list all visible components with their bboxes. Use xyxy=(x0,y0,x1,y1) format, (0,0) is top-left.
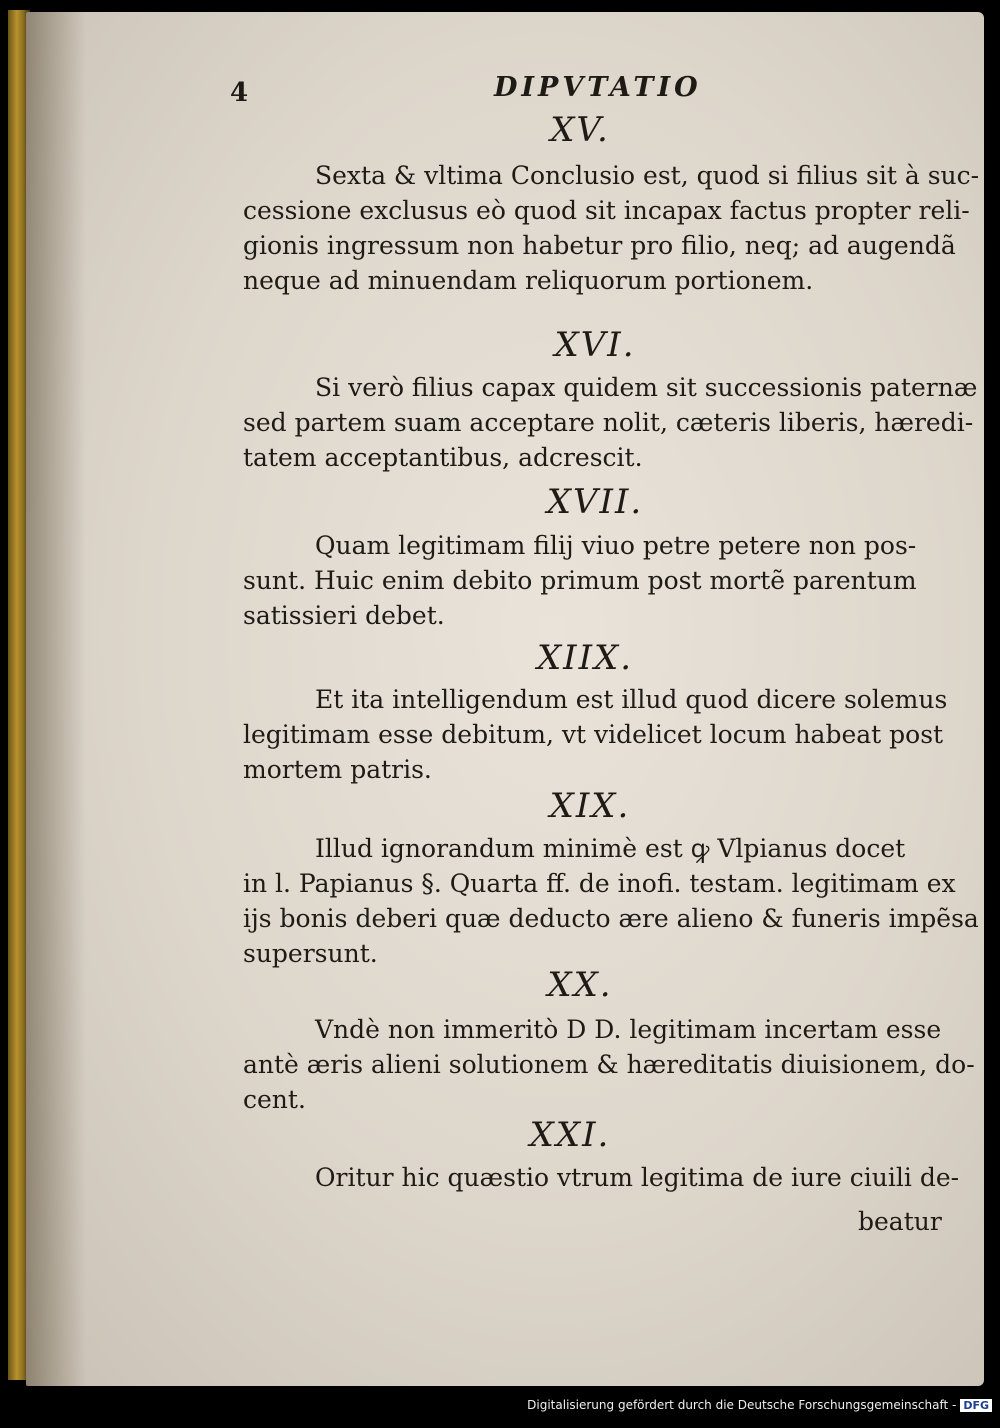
section-paragraph xyxy=(243,1160,960,1195)
section-heading: XVI. xyxy=(554,325,636,365)
digitization-credit xyxy=(0,1398,992,1412)
text-line: antè æris alieni solutionem & hæreditatis diuisionem, do- xyxy=(243,1050,975,1079)
text-line: supersunt. xyxy=(243,939,378,968)
text-line: gionis ingressum non habetur pro filio, neq; ad augendã xyxy=(243,231,956,260)
section-paragraph xyxy=(243,528,943,633)
credit-text: Digitalisierung gefördert durch die Deutsche Forschungsgemeinschaft - xyxy=(527,1398,957,1412)
section-paragraph xyxy=(243,831,979,971)
text-line: cessione exclusus eò quod sit incapax factus propter reli- xyxy=(243,196,970,225)
section-heading: XX. xyxy=(547,965,613,1005)
section-paragraph xyxy=(243,682,948,787)
text-line: Vndè non immeritò D D. legitimam incertam esse xyxy=(315,1015,942,1044)
section-heading: XIIX. xyxy=(536,638,634,678)
dfg-logo: DFG xyxy=(960,1399,992,1412)
text-line: Oritur hic quæstio vtrum legitima de iure ciuili de- xyxy=(315,1163,960,1192)
text-line: legitimam esse debitum, vt videlicet locum habeat post xyxy=(243,720,944,749)
text-line: Et ita intelligendum est illud quod dicere solemus xyxy=(315,685,948,714)
text-line: sed partem suam acceptare nolit, cæteris liberis, hæredi- xyxy=(243,408,974,437)
text-line: neque ad minuendam reliquorum portionem. xyxy=(243,266,814,295)
page-number: 4 xyxy=(230,78,249,108)
text-line: Si verò filius capax quidem sit successionis paternæ xyxy=(315,373,978,402)
catchword: beatur xyxy=(858,1207,942,1236)
text-line: tatem acceptantibus, adcrescit. xyxy=(243,443,643,472)
text-line: cent. xyxy=(243,1085,306,1114)
text-line: Illud ignorandum minimè est ꝙ Vlpianus docet xyxy=(315,834,906,863)
running-head: DIPVTATIO xyxy=(494,72,702,103)
section-heading: XXI. xyxy=(529,1115,611,1155)
gutter-shadow xyxy=(26,12,86,1386)
section-heading: XV. xyxy=(550,110,610,150)
text-line: in l. Papianus §. Quarta ff. de inofi. testam. legitimam ex xyxy=(243,869,956,898)
section-heading: XVII. xyxy=(546,482,644,522)
text-line: ijs bonis deberi quæ deducto ære alieno & funeris impẽsa xyxy=(243,904,979,933)
text-line: Quam legitimam filij viuo petre petere non pos- xyxy=(315,531,917,560)
section-paragraph xyxy=(243,370,978,475)
text-line: sunt. Huic enim debito primum post mortẽ parentum xyxy=(243,566,917,595)
text-line: satissieri debet. xyxy=(243,601,445,630)
text-line: mortem patris. xyxy=(243,755,432,784)
text-line: Sexta & vltima Conclusio est, quod si filius sit à suc- xyxy=(315,161,980,190)
section-paragraph xyxy=(243,1012,975,1117)
section-heading: XIX. xyxy=(549,786,631,826)
section-paragraph xyxy=(243,158,980,298)
